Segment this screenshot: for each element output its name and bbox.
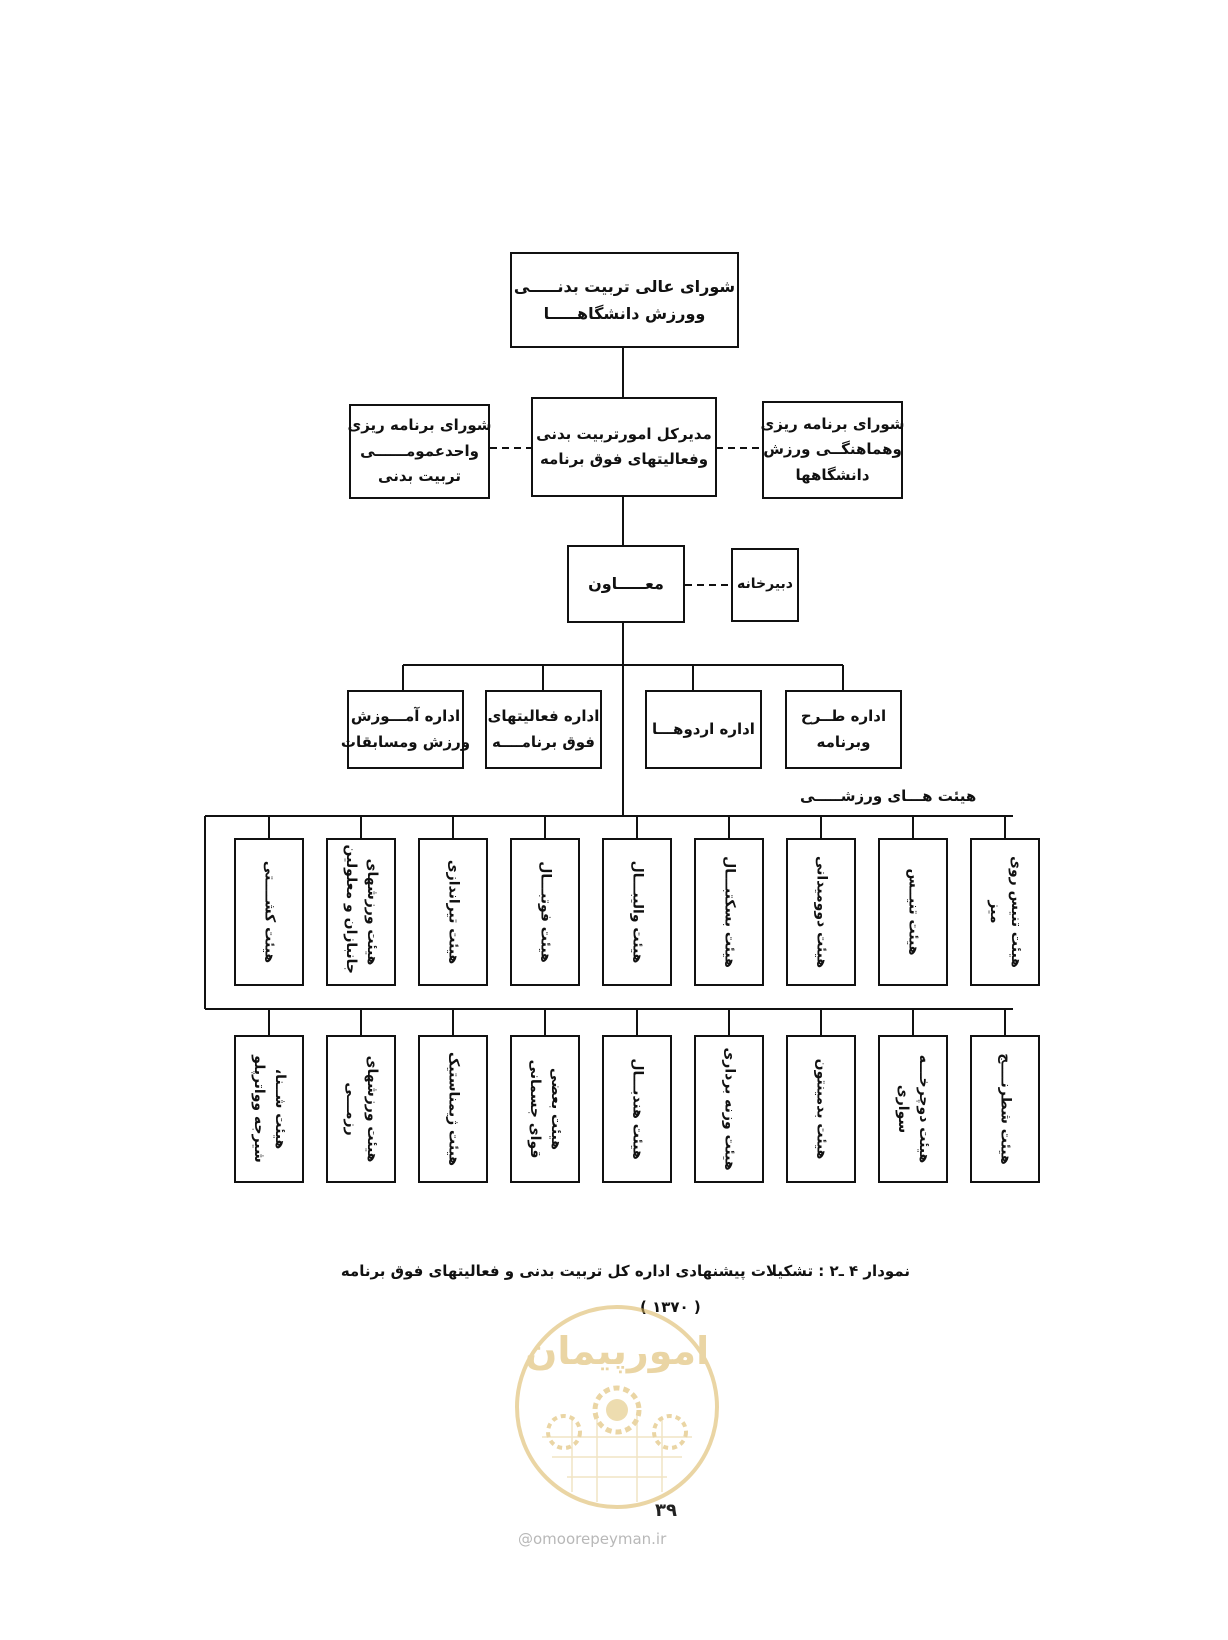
higher-council-line2: وورزش دانشگاهـــــا xyxy=(543,304,706,323)
higher-council-line1: شورای عالی تربیت بدنـــــی xyxy=(513,276,736,296)
committee-line1: هیئت شطرنــــج xyxy=(997,1053,1014,1165)
sports-committee-box xyxy=(970,838,1040,986)
committee-line2: رزمـــی xyxy=(343,1082,359,1136)
committee-line1: هیئت بدمینتون xyxy=(813,1058,830,1160)
coordination-council-line2: وهماهنگــی ورزش xyxy=(763,440,902,459)
committee-line1: هیئت کشــــتی xyxy=(261,860,278,964)
sports-committee-box xyxy=(786,838,856,986)
committee-line1: هیئت تیراندازی xyxy=(445,859,462,965)
sports-committee-box xyxy=(418,1035,488,1183)
director-general-line2: وفعالیتهای فوق برنامه xyxy=(539,450,709,468)
deputy-box xyxy=(567,545,685,623)
committee-line1: هیئت هندبـــال xyxy=(629,1058,646,1160)
sports-committee-box xyxy=(602,1035,672,1183)
department-line1: اداره فعالیتهای xyxy=(487,707,600,725)
sports-committee-box xyxy=(786,1035,856,1183)
committee-line1: هیئت تنیس روی xyxy=(1008,856,1024,968)
omoorepeyman-logo-watermark xyxy=(512,1302,722,1512)
watermark-lettering: امورپیمان xyxy=(524,1329,710,1373)
committee-line2: قوای جسمانی xyxy=(527,1059,543,1159)
department-box xyxy=(340,690,471,769)
sports-committee-box xyxy=(602,838,672,986)
website-watermark: @omoorepeyman.ir xyxy=(518,1530,667,1548)
director-general-box xyxy=(531,397,717,497)
sports-committee-box xyxy=(234,1035,304,1183)
secretariat-box xyxy=(731,548,799,622)
committee-line1: هیئت وزنه برداری xyxy=(721,1047,738,1171)
sports-committee-box xyxy=(510,838,580,986)
coordination-council-box xyxy=(762,401,903,499)
sports-committees-label: هیئت هـــای ورزشـــــی xyxy=(800,787,977,805)
committee-line2: میز xyxy=(987,900,1003,924)
department-line1: اداره طــرح xyxy=(800,707,887,725)
director-general-line1: مدیرکل امورتربیت بدنی xyxy=(536,424,712,443)
sports-committee-box xyxy=(694,1035,764,1183)
committee-line1: هیئت بعضی xyxy=(548,1068,564,1150)
department-box xyxy=(645,690,762,769)
committee-line1: هیئت شــنا، xyxy=(272,1068,288,1150)
committee-line2: شیرجه وواترپلو xyxy=(251,1055,267,1163)
sports-committee-box xyxy=(418,838,488,986)
committee-line1: هیئت دوچرخـــه xyxy=(916,1054,932,1164)
department-line2: ورزش ومسابقات xyxy=(340,732,471,751)
committee-line1: هیئت ورزشهای xyxy=(364,858,380,966)
general-unit-council-line1: شورای برنامه ریزی xyxy=(347,416,492,435)
department-box xyxy=(785,690,902,769)
general-unit-council-line2: واحدعمومــــــی xyxy=(360,441,479,460)
deputy-label: معـــــاون xyxy=(588,574,664,594)
secretariat-label: دبیرخانه xyxy=(737,576,793,593)
higher-council-box xyxy=(510,252,739,348)
committee-line1: هیئت والیبـــال xyxy=(629,860,646,964)
committee-line1: هیئت تنیــس xyxy=(905,868,922,956)
sports-committee-box xyxy=(694,838,764,986)
department-box xyxy=(485,690,602,769)
committee-line2: جانبازان و معلولین xyxy=(343,844,359,974)
department-line2: وبرنامه xyxy=(816,732,871,751)
committee-line1: هیئت بسکتبـــال xyxy=(721,856,738,968)
sports-committee-box xyxy=(970,1035,1040,1183)
committee-line1: هیئت دوومیدانی xyxy=(813,855,830,969)
sports-committee-box xyxy=(878,1035,948,1183)
page-number: ۳۹ xyxy=(655,1500,677,1521)
sports-committee-box xyxy=(326,1035,396,1183)
department-line2: فوق برنامــــه xyxy=(492,732,595,751)
general-unit-council-line3: تربیت بدنی xyxy=(378,467,461,486)
figure-year: ( ۱۳۷۰ ) xyxy=(640,1298,701,1316)
sports-committee-box xyxy=(510,1035,580,1183)
department-line1: اداره اردوهـــا xyxy=(652,719,755,738)
committee-line2: سواری xyxy=(895,1084,911,1134)
figure-caption: نمودار ۴ ـ۲ : تشکیلات پیشنهادی اداره کل تربیت بدنی و فعالیتهای فوق برنامه xyxy=(340,1262,910,1280)
department-line1: اداره آمـــوزش xyxy=(350,707,461,725)
committee-line1: هیئت فوتبـــال xyxy=(537,861,554,963)
committee-line1: هیئت ژیمناستیک xyxy=(445,1051,462,1167)
coordination-council-line3: دانشگاهها xyxy=(795,465,870,484)
sports-committee-box xyxy=(878,838,948,986)
sports-committee-box xyxy=(326,838,396,986)
committee-line1: هیئت ورزشهای xyxy=(364,1055,380,1163)
general-unit-council-box xyxy=(349,404,490,499)
sports-committee-box xyxy=(234,838,304,986)
coordination-council-line1: شورای برنامه ریزی xyxy=(760,414,905,433)
